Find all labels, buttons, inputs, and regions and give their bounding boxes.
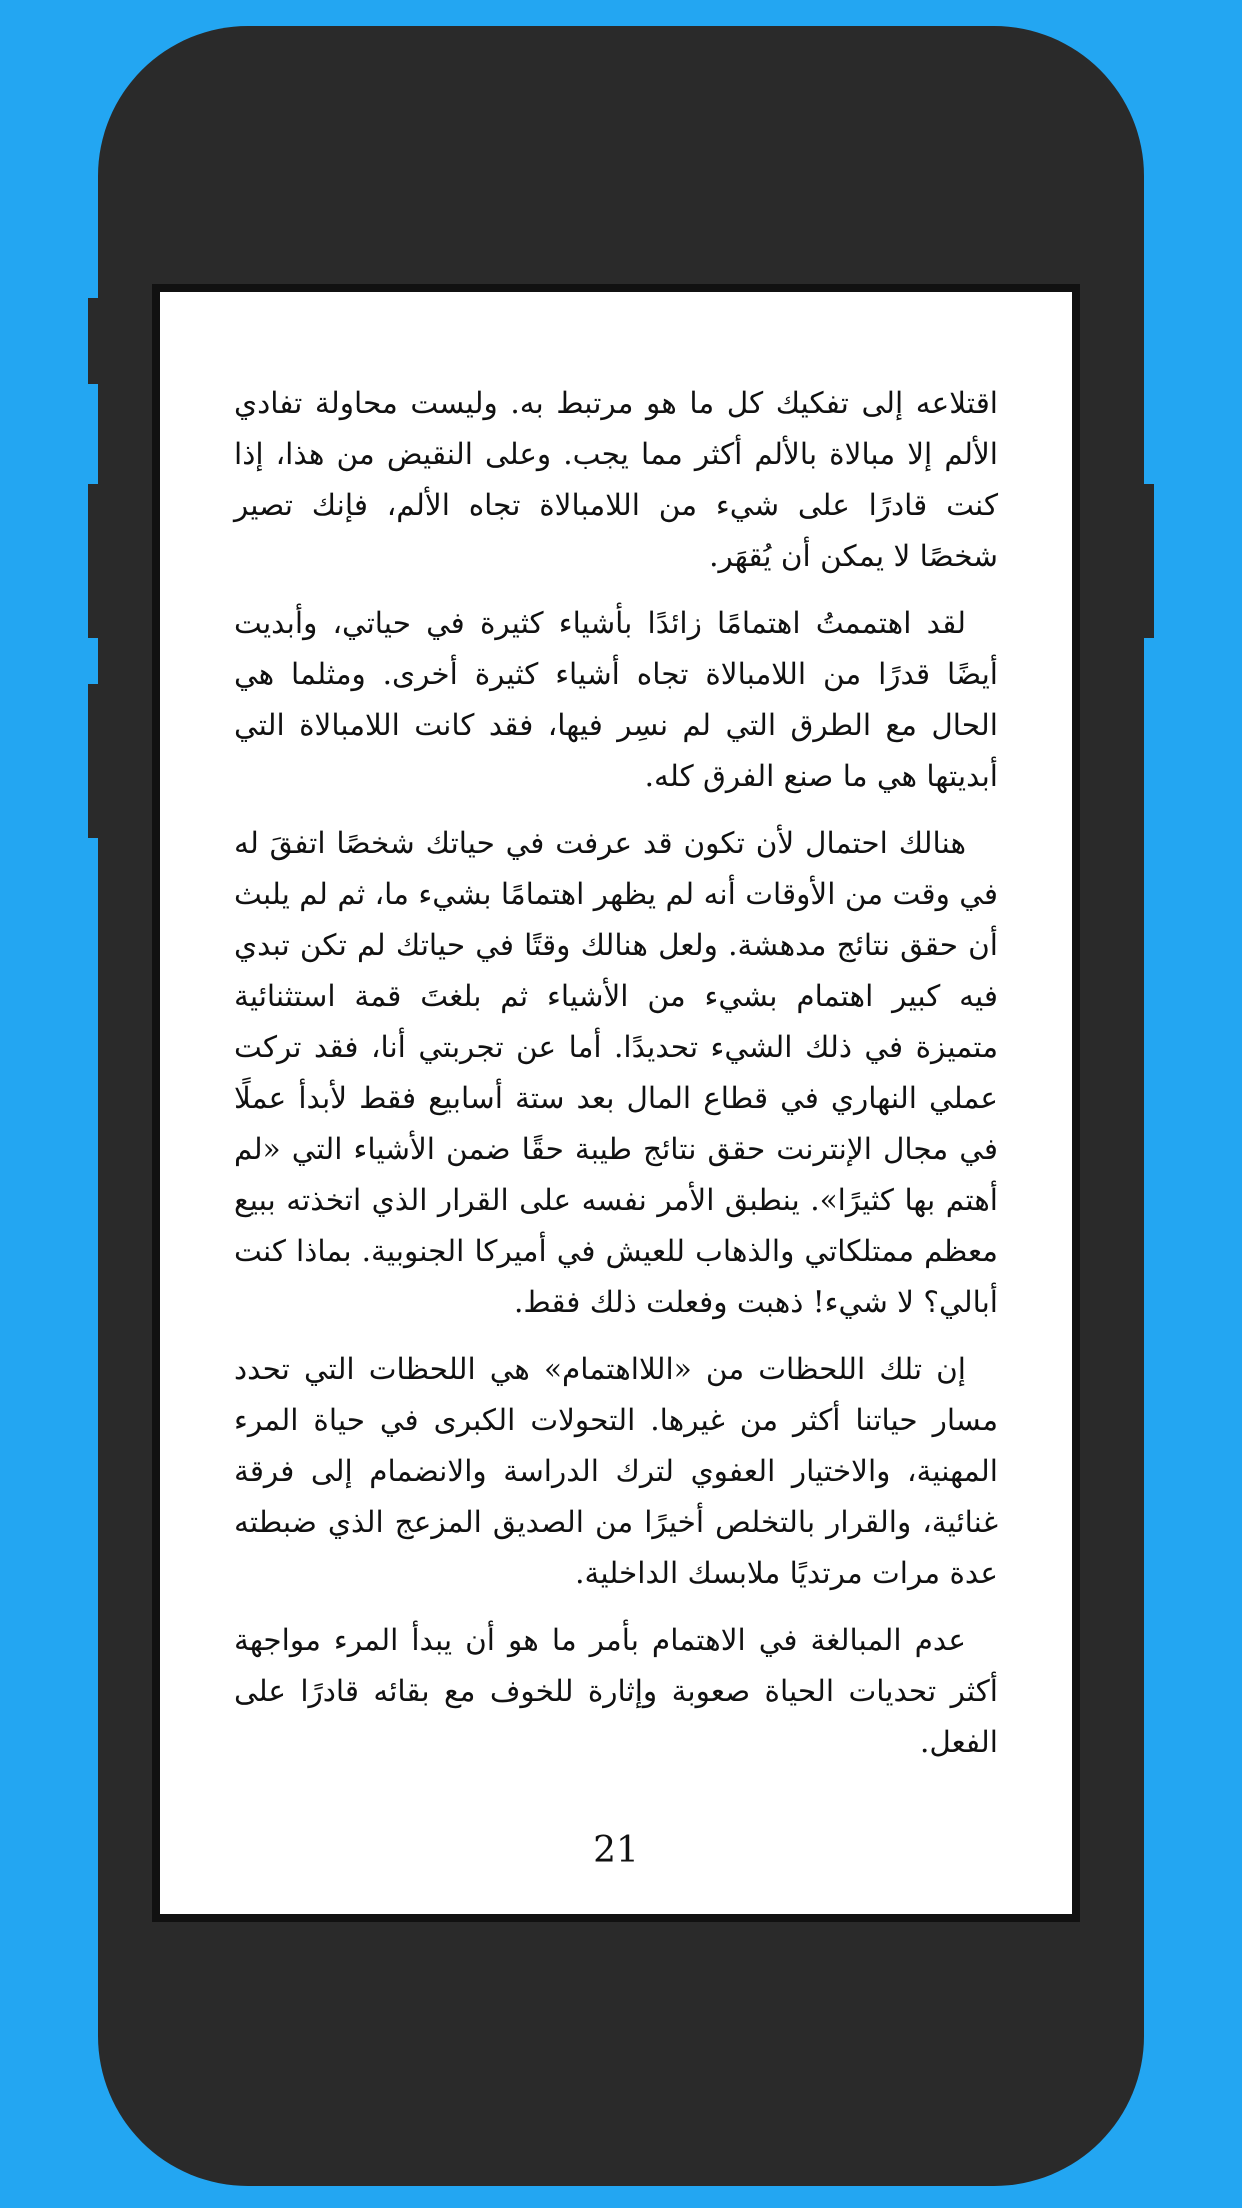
page-number: 21 <box>593 1830 639 1871</box>
paragraph-5: عدم المبالغة في الاهتمام بأمر ما هو أن يبدأ المرء مواجهة أكثر تحديات الحياة صعوبة وإثارة للخوف مع بقائه قادرًا على الفعل. <box>234 1623 998 1759</box>
phone-screen <box>152 284 1080 1922</box>
paragraph-3: هنالك احتمال لأن تكون قد عرفت في حياتك شخصًا اتفقَ له في وقت من الأوقات أنه لم يظهر اهتمامًا بشيء ما، ثم لم يلبث أن حقق نتائج مدهشة. ولعل هنالك وقتًا في حياتك لم تكن تبدي فيه كبير اهتمام بشيء من الأشياء ثم بلغتَ قمة استثنائية متميزة في ذلك الشيء تحديدًا. أما عن تجربتي أنا، فقد تركت عملي النهاري في قطاع المال بعد ستة أسابيع فقط لأبدأ عملًا في مجال الإنترنت حقق نتائج طيبة حقًا ضمن الأشياء التي «لم أهتم بها كثيرًا». ينطبق الأمر نفسه على القرار الذي اتخذته ببيع معظم ممتلكاتي والذهاب للعيش في أميركا الجنوبية. بماذا كنت أبالي؟ لا شيء! ذهبت وفعلت ذلك فقط. <box>234 826 998 1319</box>
paragraph-1: اقتلاعه إلى تفكيك كل ما هو مرتبط به. وليست محاولة تفادي الألم إلا مبالاة بالألم أكثر مما يجب. وعلى النقيض من هذا، إذا كنت قادرًا على شيء من اللامبالاة تجاه الألم، فإنك تصير شخصًا لا يمكن أن يُقهَر. <box>234 386 998 573</box>
book-page[interactable] <box>160 292 1072 1914</box>
page-text <box>234 378 998 1784</box>
paragraph-4: إن تلك اللحظات من «اللااهتمام» هي اللحظات التي تحدد مسار حياتنا أكثر من غيرها. التحولات الكبرى في حياة المرء المهنية، والاختيار العفوي لترك الدراسة والانضمام إلى فرقة غنائية، والقرار بالتخلص أخيرًا من الصديق المزعج الذي ضبطته عدة مرات مرتديًا ملابسك الداخلية. <box>234 1352 998 1590</box>
paragraph-2: لقد اهتممتُ اهتمامًا زائدًا بأشياء كثيرة في حياتي، وأبديت أيضًا قدرًا من اللامبالاة تجاه أشياء كثيرة أخرى. ومثلما هي الحال مع الطرق التي لم نسِر فيها، فقد كانت اللامبالاة التي أبديتها هي ما صنع الفرق كله. <box>234 606 998 793</box>
